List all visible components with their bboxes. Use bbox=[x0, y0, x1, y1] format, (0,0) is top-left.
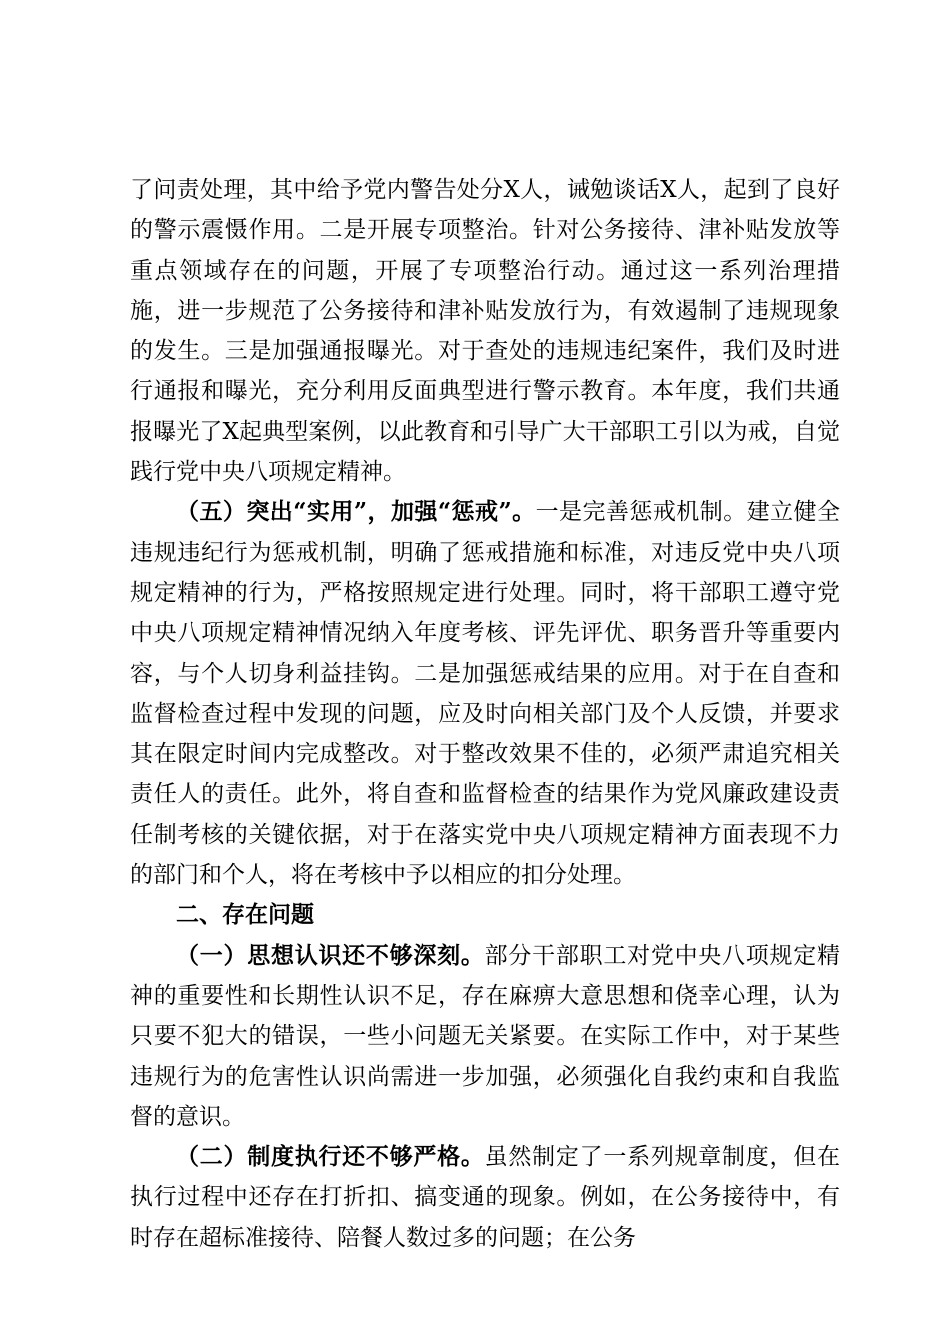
paragraph-problem-two bbox=[130, 1137, 840, 1258]
section-five-body: 一是完善惩戒机制。建立健全违规违纪行为惩戒机制，明确了惩戒措施和标准，对违反党中央八项规定精神的行为，严格按照规定进行处理。同时，将干部职工遵守党中央八项规定精神情况纳入年度考核、评先评优、职务晋升等重要内容，与个人切身利益挂钩。二是加强惩戒结果的应用。对于在自查和监督检查过程中发现的问题，应及时向相关部门及个人反馈，并要求其在限定时间内完成整改。对于整改效果不佳的，必须严肃追究相关责任人的责任。此外，将自查和监督检查的结果作为党风廉政建设责任制考核的关键依据，对于在落实党中央八项规定精神方面表现不力的部门和个人，将在考核中予以相应的扣分处理。 bbox=[130, 499, 841, 889]
paragraph-section-five bbox=[130, 492, 840, 895]
heading-existing-problems: 二、存在问题 bbox=[176, 902, 314, 929]
paragraph-accountability: 了问责处理，其中给予党内警告处分X人，诫勉谈话X人，起到了良好的警示震慑作用。二是开展专项整治。针对公务接待、津补贴发放等重点领域存在的问题，开展了专项整治行动。通过这一系列治理措施，进一步规范了公务接待和津补贴发放行为，有效遏制了违规现象的发生。三是加强通报曝光。对于查处的违规违纪案件，我们及时进行通报和曝光，充分利用反面典型进行警示教育。本年度，我们共通报曝光了X起典型案例，以此教育和引导广大干部职工引以为戒，自觉践行党中央八项规定精神。 bbox=[130, 177, 840, 486]
paragraph-problem-one bbox=[130, 936, 840, 1137]
section-five-lead: （五）突出“实用”，加强“惩戒”。 bbox=[176, 498, 536, 526]
problem-two-body: 虽然制定了一系列规章制度，但在执行过程中还存在打折扣、搞变通的现象。例如，在公务接待中，有时存在超标准接待、陪餐人数过多的问题；在公务 bbox=[130, 1144, 841, 1251]
problem-two-lead: （二）制度执行还不够严格。 bbox=[176, 1143, 485, 1171]
document-body bbox=[130, 170, 840, 1258]
problem-one-lead: （一）思想认识还不够深刻。 bbox=[176, 941, 485, 969]
problem-one-body: 部分干部职工对党中央八项规定精神的重要性和长期性认识不足，存在麻痹大意思想和侥幸心理，认为只要不犯大的错误，一些小问题无关紧要。在实际工作中，对于某些违规行为的危害性认识尚需进一步加强，必须强化自我约束和自我监督的意识。 bbox=[130, 942, 841, 1130]
